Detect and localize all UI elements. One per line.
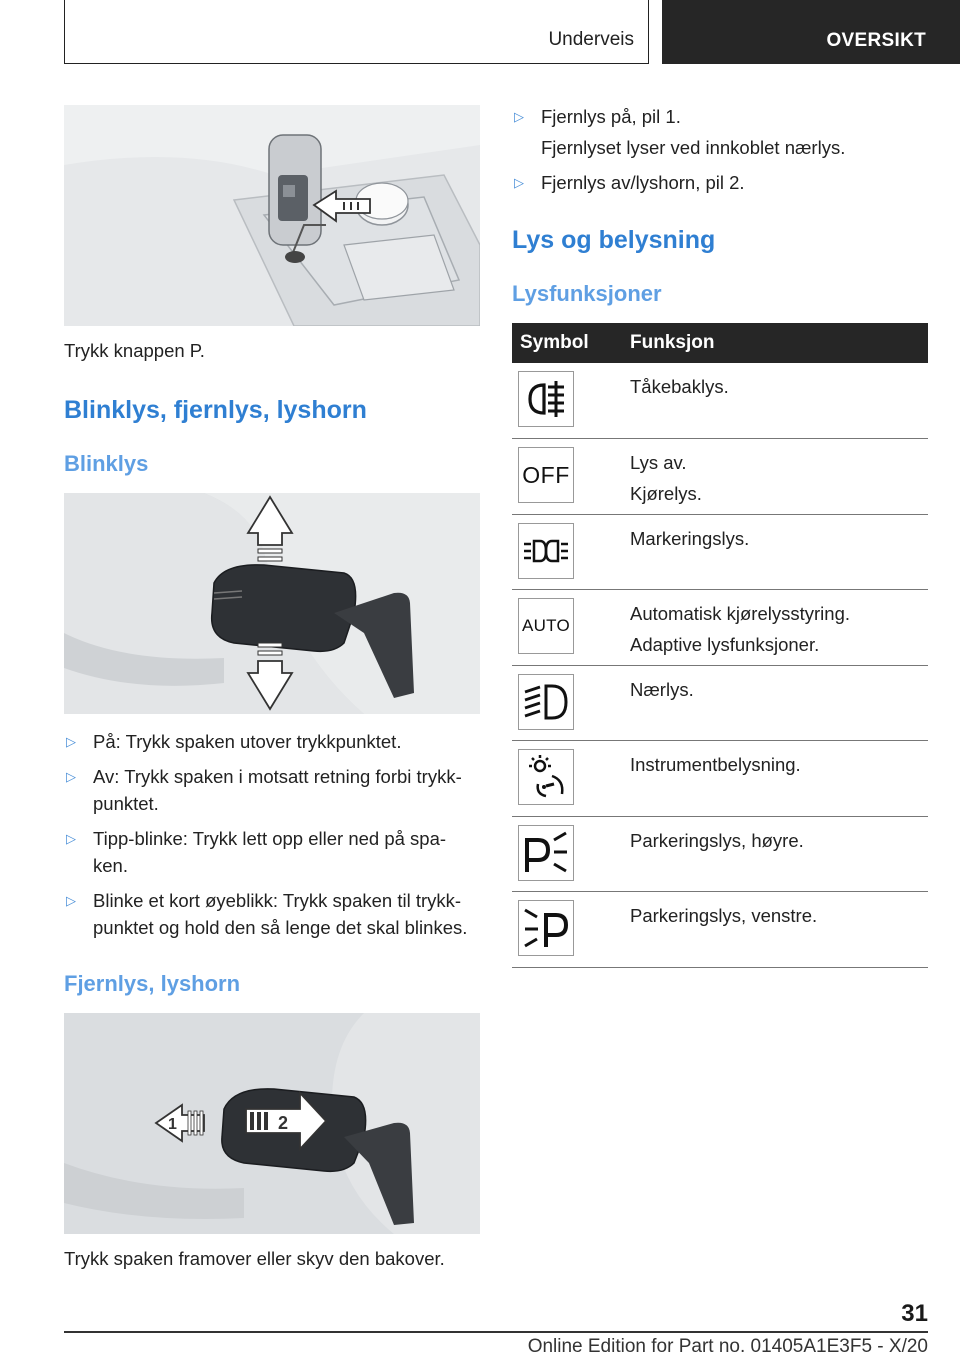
table-row: Parkeringslys, venstre. <box>512 892 928 968</box>
off-icon: OFF <box>518 447 574 503</box>
triangle-bullet-icon: ▷ <box>66 734 76 749</box>
high-beam-list-2 <box>512 169 928 196</box>
table-row: Instrumentbelysning. <box>512 741 928 817</box>
table-row: Nærlys. <box>512 665 928 741</box>
triangle-bullet-icon: ▷ <box>514 175 524 190</box>
high-beam-caption: Trykk spaken framover eller skyv den bakover. <box>64 1248 445 1269</box>
gear-caption: Trykk knappen P. <box>64 340 205 361</box>
chapter-tab-label: OVERSIKT <box>826 30 926 51</box>
left-column <box>64 105 480 1270</box>
instrument-lighting-icon <box>518 749 574 805</box>
table-row: OFF Lys av. Kjørelys. <box>512 439 928 515</box>
table-row: Parkeringslys, høyre. <box>512 816 928 892</box>
rear-fog-light-icon <box>518 371 574 427</box>
side-marker-light-icon <box>518 523 574 579</box>
triangle-bullet-icon: ▷ <box>66 769 76 784</box>
heading-fjernlys-lyshorn: Fjernlys, lyshorn <box>64 971 241 996</box>
right-column <box>512 105 928 968</box>
light-functions-table <box>512 323 928 968</box>
triangle-bullet-icon: ▷ <box>66 831 76 846</box>
list-item: ▷ Blinke et kort øyeblikk: Trykk spaken til trykk-punktet og hold den så lenge det skal blinkes. <box>64 887 480 941</box>
auto-light-icon: AUTO <box>518 598 574 654</box>
footer-divider <box>64 1331 928 1333</box>
arrow-label-1: 1 <box>168 1116 177 1133</box>
heading-lysfunksjoner: Lysfunksjoner <box>512 281 662 306</box>
table-row: Markeringslys. <box>512 514 928 590</box>
section-tab[interactable] <box>64 0 649 64</box>
heading-blinklys: Blinklys <box>64 451 149 476</box>
list-item: ▷ Fjernlys på, pil 1. <box>512 103 928 130</box>
arrow-label-2: 2 <box>278 1113 289 1133</box>
table-row: Tåkebaklys. <box>512 363 928 439</box>
heading-blinklys-fjernlys-lyshorn: Blinklys, fjernlys, lyshorn <box>64 396 367 424</box>
footer-edition: Online Edition for Part no. 01405A1E3F5 - X/20 <box>527 1336 928 1357</box>
column-header-symbol: Symbol <box>512 323 622 363</box>
turn-signal-figure <box>64 493 480 714</box>
high-beam-figure <box>64 1013 480 1234</box>
parking-light-left-icon <box>518 900 574 956</box>
parking-light-right-icon <box>518 825 574 881</box>
table-row: AUTO Automatisk kjørelysstyring. Adaptive lysfunksjoner. <box>512 590 928 666</box>
low-beam-icon <box>518 674 574 730</box>
section-tab-label: Underveis <box>548 29 634 50</box>
page-number: 31 <box>901 1300 928 1327</box>
triangle-bullet-icon: ▷ <box>514 109 524 124</box>
turn-signal-list <box>64 728 480 941</box>
list-item: ▷ På: Trykk spaken utover trykkpunktet. <box>64 728 480 755</box>
gear-selector-figure <box>64 105 480 326</box>
high-beam-list <box>512 103 928 130</box>
list-item: ▷ Av: Trykk spaken i motsatt retning forbi trykk-punktet. <box>64 763 480 817</box>
list-item: ▷ Tipp-blinke: Trykk lett opp eller ned på spa-ken. <box>64 825 480 879</box>
list-item: ▷ Fjernlys av/lyshorn, pil 2. <box>512 169 928 196</box>
high-beam-note: Fjernlyset lyser ved innkoblet nærlys. <box>541 137 846 158</box>
column-header-function: Funksjon <box>622 323 928 363</box>
triangle-bullet-icon: ▷ <box>66 893 76 908</box>
heading-lys-og-belysning: Lys og belysning <box>512 226 716 254</box>
chapter-tab[interactable] <box>662 0 960 64</box>
